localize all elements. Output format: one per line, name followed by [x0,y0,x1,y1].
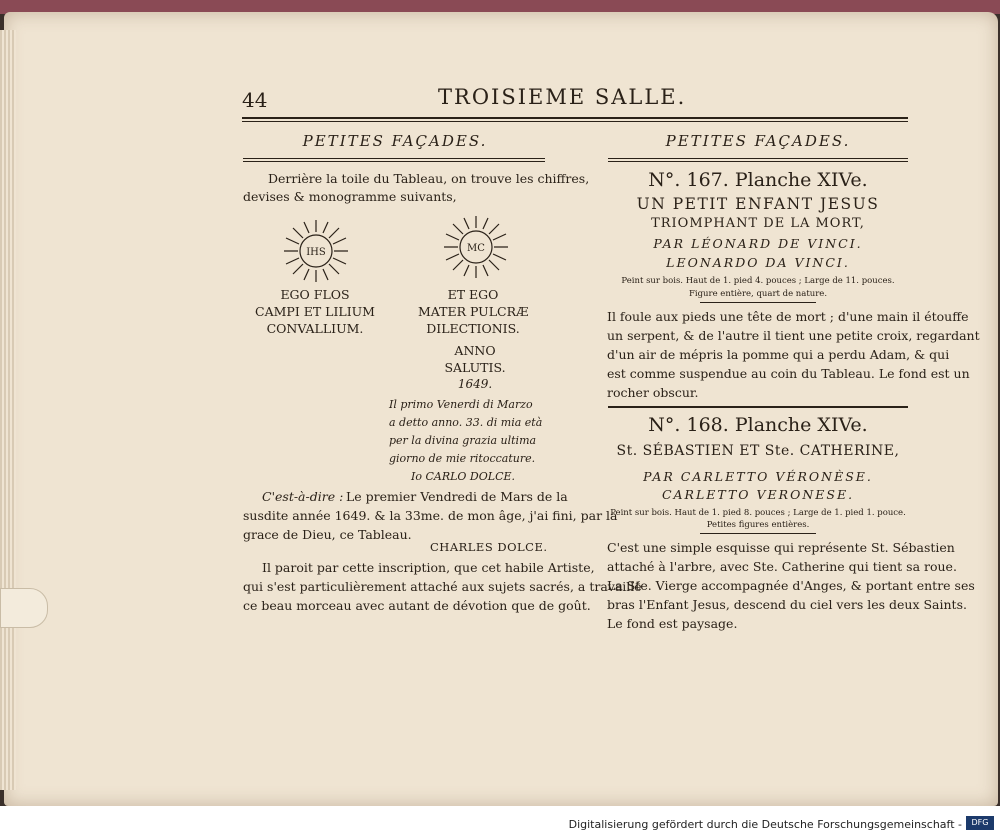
motto-right-line: DILECTIONIS. [426,321,520,336]
motto-left-line: CAMPI ET LILIUM [255,304,375,319]
intro-line: devises & monogramme suivants, [243,189,457,204]
cest-line: Le premier Vendredi de Mars de la [346,489,568,504]
entry-167-meta: Peint sur bois. Haut de 1. pied 4. pouces ; Large de 11. pouces. [621,276,895,286]
header-rule-thin [242,121,908,122]
entry-167-artist: LEONARDO DA VINCI. [666,255,850,270]
entry-167-body-line: un serpent, & de l'autre il tient une petite croix, regardant [607,328,980,343]
inscription-signature: Io CARLO DOLCE. [411,470,516,483]
page-title: TROISIEME SALLE. [438,85,687,109]
entry-168-artist: PAR CARLETTO VÉRONÈSE. [643,469,873,484]
motto-left-line: EGO FLOS [280,287,350,302]
entry-168-heading: N°. 168. Planche XIVe. [648,414,868,436]
cest-label: C'est-à-dire : [262,489,344,504]
section-rule-left [243,158,545,159]
dfg-logo: DFG [966,816,994,830]
signature: CHARLES DOLCE. [430,540,548,554]
section-rule-left-2 [243,161,545,162]
entry-168-artist: CARLETTO VERONESE. [661,487,855,502]
svg-text:MC: MC [467,243,485,254]
entry-167-body-line: est comme suspendue au coin du Tableau. Le fond est un [607,366,970,381]
section-title-left: PETITES FAÇADES. [302,132,488,150]
paragraph-line: Il paroit par cette inscription, que cet habile Artiste, [262,560,595,575]
footer-credit: Digitalisierung gefördert durch die Deutsche Forschungsgemeinschaft - [568,818,962,831]
inscription-line: Il primo Venerdi di Marzo [389,398,533,411]
inscription-line: per la divina grazia ultima [389,434,537,447]
entry-168-body-line: attaché à l'arbre, avec Ste. Catherine qui tient sa roue. [607,559,957,574]
entry-168-body-line: bras l'Enfant Jesus, descend du ciel vers les deux Saints. [607,597,967,612]
section-title-right: PETITES FAÇADES. [665,132,851,150]
paragraph-line: qui s'est particulièrement attaché aux sujets sacrés, a travaillé [243,579,642,594]
anno-line: ANNO [454,343,496,358]
cest-line: susdite année 1649. & la 33me. de mon âge, j'ai fini, par la [243,508,618,523]
svg-text:IHS: IHS [306,247,326,258]
motto-left-line: CONVALLIUM. [266,321,364,336]
motto-right-line: MATER PULCRÆ [418,304,529,319]
intro-line: Derrière la toile du Tableau, on trouve les chiffres, [268,171,590,186]
section-rule-right [608,158,908,159]
paragraph-line: ce beau morceau avec autant de dévotion que de goût. [243,598,591,613]
entry-167-title: TRIOMPHANT DE LA MORT, [651,216,865,231]
entry-168-body-line: C'est une simple esquisse qui représente St. Sébastien [607,540,955,555]
entry-168-body-line: Le fond est paysage. [607,616,738,631]
entry-167-heading: N°. 167. Planche XIVe. [648,169,868,191]
motto-right-line: ET EGO [447,287,499,302]
sun-emblem-mc [440,214,512,284]
entry-168-meta: Petites figures entières. [706,520,810,530]
entry-167-rule [700,302,816,303]
entry-divider [608,406,908,408]
cest-line: grace de Dieu, ce Tableau. [243,527,412,542]
page-number: 44 [242,88,268,112]
entry-167-body-line: rocher obscur. [607,385,699,400]
inscription-line: giorno de mie ritoccature. [389,452,536,465]
page-tab [0,588,48,628]
section-rule-right-2 [608,161,908,162]
sun-emblem-ihs [280,218,352,288]
entry-168-body-line: La Ste. Vierge accompagnée d'Anges, & portant entre ses [607,578,975,593]
page-edges [0,30,16,790]
entry-167-meta: Figure entière, quart de nature. [688,289,828,299]
entry-167-title: UN PETIT ENFANT JESUS [636,195,880,213]
entry-167-body-line: d'un air de mépris la pomme qui a perdu Adam, & qui [607,347,950,362]
anno-line: 1649. [457,377,493,391]
inscription-line: a detto anno. 33. di mia età [389,416,543,429]
entry-168-title: St. SÉBASTIEN ET Ste. CATHERINE, [616,443,900,459]
anno-line: SALUTIS. [444,360,506,375]
header-rule [242,117,908,119]
entry-168-meta: Peint sur bois. Haut de 1. pied 8. pouces ; Large de 1. pied 1. pouce. [610,508,906,518]
entry-167-body-line: Il foule aux pieds une tête de mort ; d'une main il étouffe [607,309,969,324]
entry-168-rule [700,533,816,534]
entry-167-artist: PAR LÉONARD DE VINCI. [653,236,863,251]
